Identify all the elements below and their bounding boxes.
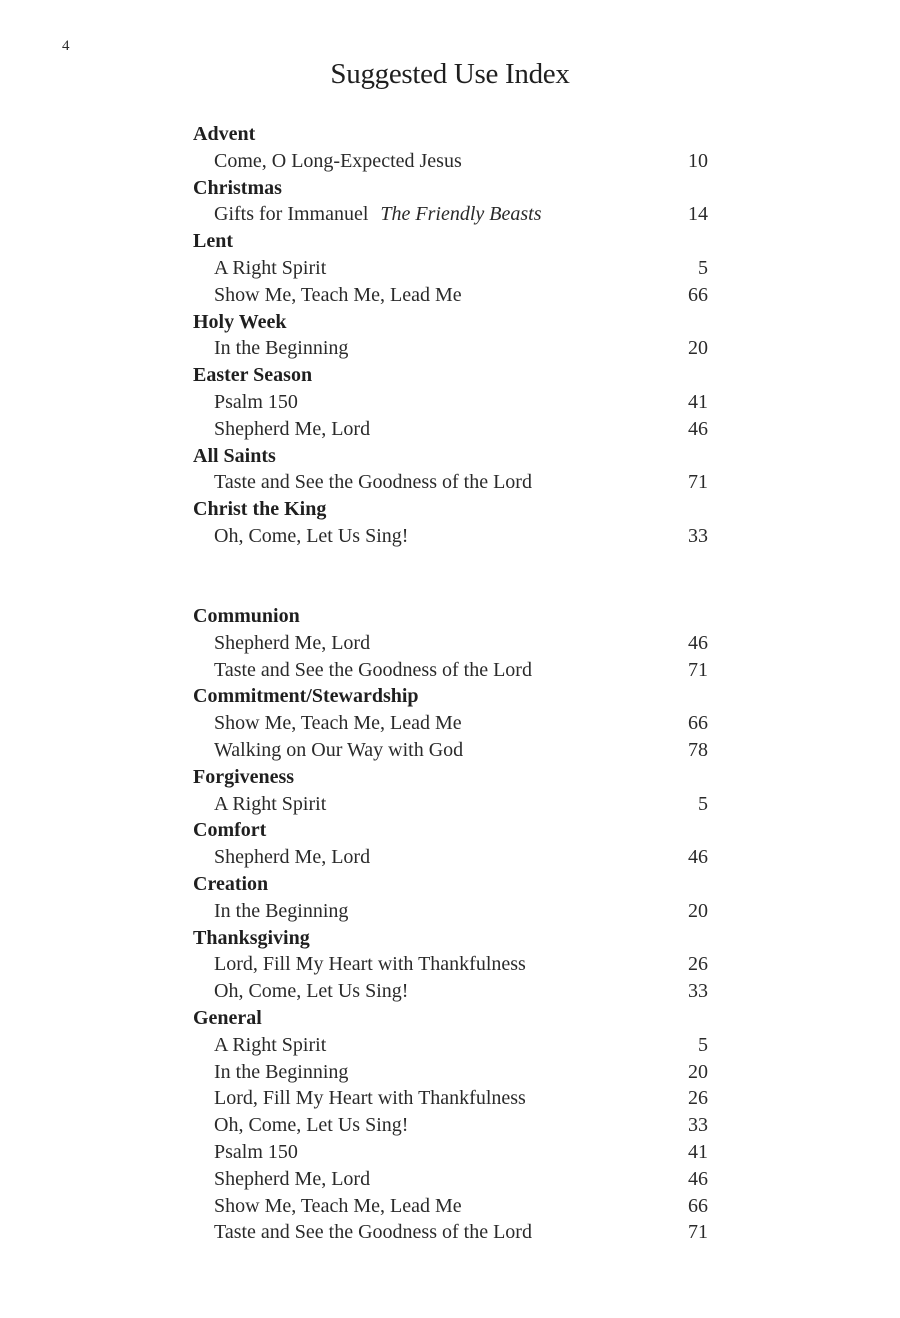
entry-page-number: 78: [688, 738, 708, 761]
entry-page-number: 46: [688, 631, 708, 654]
index-entry: [193, 523, 708, 550]
index-category: [193, 309, 708, 363]
entry-title: Walking on Our Way with God: [214, 738, 464, 761]
entry-title: A Right Spirit: [214, 256, 327, 279]
entry-title: Gifts for Immanuel: [214, 203, 369, 226]
entry-page-number: 41: [688, 390, 708, 413]
entry-title: Lord, Fill My Heart with Thankfulness: [214, 953, 526, 976]
index-entry: [193, 255, 708, 282]
category-heading: General: [193, 1006, 262, 1029]
index-category: [193, 496, 708, 550]
category-heading: Holy Week: [193, 310, 287, 333]
category-heading: Lent: [193, 230, 233, 253]
category-heading: Comfort: [193, 819, 267, 842]
category-heading: Communion: [193, 605, 300, 627]
entry-title: In the Beginning: [214, 337, 349, 360]
index-entry: [193, 148, 708, 175]
index-entry: [193, 1193, 708, 1220]
entry-title: Shepherd Me, Lord: [214, 1167, 371, 1190]
index-category: [193, 925, 708, 1005]
category-heading: All Saints: [193, 444, 276, 467]
category-heading: Christmas: [193, 176, 282, 199]
category-heading: Commitment/Stewardship: [193, 685, 419, 708]
entry-page-number: 66: [688, 712, 708, 735]
entry-page-number: 33: [688, 980, 708, 1003]
entry-title: Taste and See the Goodness of the Lord: [214, 471, 532, 494]
entry-title: Psalm 150: [214, 390, 298, 413]
index-entry: [193, 1085, 708, 1112]
entry-title: A Right Spirit: [214, 1033, 327, 1056]
entry-title: Taste and See the Goodness of the Lord: [214, 1221, 532, 1244]
category-heading: Advent: [193, 123, 256, 145]
index-category: [193, 1005, 708, 1246]
entry-title: Show Me, Teach Me, Lead Me: [214, 1194, 462, 1217]
index-category: [193, 121, 708, 175]
entry-page-number: 20: [688, 337, 708, 360]
index-category: [193, 764, 708, 818]
entry-page-number: 41: [688, 1140, 708, 1163]
entry-page-number: 20: [688, 899, 708, 922]
index-entry: [193, 469, 708, 496]
entry-page-number: 46: [688, 1167, 708, 1190]
index-entry: [193, 737, 708, 764]
entry-page-number: 71: [688, 1221, 708, 1244]
category-heading: Christ the King: [193, 498, 327, 521]
index-entry: [193, 978, 708, 1005]
entry-title: Show Me, Teach Me, Lead Me: [214, 712, 462, 735]
entry-title: Oh, Come, Let Us Sing!: [214, 524, 409, 547]
category-heading: Creation: [193, 872, 269, 895]
topical-index: [193, 603, 708, 1246]
liturgical-season-index: [193, 121, 708, 550]
index-entry: [193, 1219, 708, 1246]
entry-title: A Right Spirit: [214, 792, 327, 815]
entry-page-number: 66: [688, 1194, 708, 1217]
entry-page-number: 20: [688, 1060, 708, 1083]
entry-page-number: 5: [698, 792, 708, 815]
entry-title: Come, O Long-Expected Jesus: [214, 149, 462, 172]
index-category: [193, 228, 708, 308]
entry-page-number: 46: [688, 417, 708, 440]
index-category: [193, 683, 708, 763]
index-entry: [193, 630, 708, 657]
entry-title: Shepherd Me, Lord: [214, 417, 371, 440]
index-entry: [193, 710, 708, 737]
category-heading: Thanksgiving: [193, 926, 310, 949]
index-category: [193, 443, 708, 497]
index-entry: [193, 335, 708, 362]
entry-title: Shepherd Me, Lord: [214, 846, 371, 869]
index-entry: [193, 1112, 708, 1139]
entry-title: In the Beginning: [214, 899, 349, 922]
entry-page-number: 66: [688, 283, 708, 306]
entry-page-number: 33: [688, 1114, 708, 1137]
entry-title: Show Me, Teach Me, Lead Me: [214, 283, 462, 306]
index-entry: [193, 282, 708, 309]
entry-title: Oh, Come, Let Us Sing!: [214, 1114, 409, 1137]
entry-page-number: 5: [698, 1033, 708, 1056]
index-entry: [193, 416, 708, 443]
category-heading: Easter Season: [193, 364, 313, 387]
entry-title: In the Beginning: [214, 1060, 349, 1083]
index-entry: [193, 1166, 708, 1193]
index-entry: [193, 1059, 708, 1086]
index-entry: [193, 389, 708, 416]
entry-title: Lord, Fill My Heart with Thankfulness: [214, 1087, 526, 1110]
index-entry: [193, 898, 708, 925]
entry-page-number: 14: [688, 203, 708, 226]
index-entry: [193, 657, 708, 684]
entry-page-number: 5: [698, 256, 708, 279]
index-entry: [193, 1032, 708, 1059]
index-entry: [193, 791, 708, 818]
entry-page-number: 33: [688, 524, 708, 547]
page-number: 4: [62, 38, 70, 54]
index-category: [193, 817, 708, 871]
entry-page-number: 71: [688, 471, 708, 494]
index-category: [193, 871, 708, 925]
index-category: [193, 175, 708, 229]
page-title: Suggested Use Index: [330, 58, 570, 90]
entry-subtitle: The Friendly Beasts: [380, 203, 542, 226]
entry-title: Oh, Come, Let Us Sing!: [214, 980, 409, 1003]
entry-title: Taste and See the Goodness of the Lord: [214, 658, 532, 681]
entry-page-number: 26: [688, 953, 708, 976]
index-category: [193, 603, 708, 683]
index-category: [193, 362, 708, 442]
entry-title: Psalm 150: [214, 1140, 298, 1163]
entry-page-number: 71: [688, 658, 708, 681]
index-entry: [193, 951, 708, 978]
index-entry: [193, 201, 708, 228]
entry-page-number: 10: [688, 149, 708, 172]
category-heading: Forgiveness: [193, 765, 295, 788]
index-entry: [193, 1139, 708, 1166]
entry-title: Shepherd Me, Lord: [214, 631, 371, 654]
entry-page-number: 46: [688, 846, 708, 869]
index-entry: [193, 844, 708, 871]
entry-page-number: 26: [688, 1087, 708, 1110]
